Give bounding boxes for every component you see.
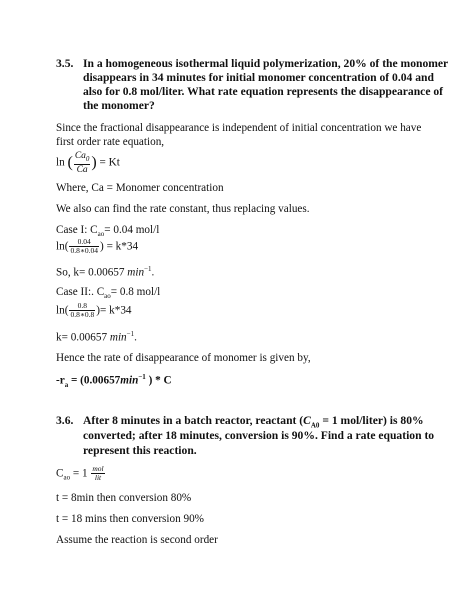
so-k-suffix: . [151,266,155,279]
rate-result [56,373,172,389]
result-prefix: -r [56,374,65,387]
p36-line1-post: = 1 mol/liter) is 80% [319,414,424,427]
eq1-right-paren: ) [91,153,97,171]
p36-line1-pre: After 8 minutes in a batch reactor, reactant ( [83,414,304,427]
equation-case-2 [56,302,132,320]
eq3-rhs: )= k*34 [96,304,132,317]
problem-3-6-line-1 [83,414,424,429]
where-definition: Where, Ca = Monomer concentration [56,182,224,194]
case-1-label: Case I: C [56,224,98,236]
assumption-text: Assume the reaction is second order [56,534,218,546]
so-k-unit: min [127,266,145,279]
cao-label: C [56,467,64,480]
eq1-denominator: Ca [76,164,88,175]
equation-case-1 [56,238,138,256]
k-prefix: k= 0.00657 [56,331,110,344]
cao-denominator: lit [94,473,102,483]
time-conversion-2: t = 18 mins then conversion 90% [56,513,204,525]
eq2-numerator: 0.04 [69,238,99,247]
k-exponent: −1 [126,330,135,338]
eq1-fraction [74,151,91,175]
eq1-left-paren: ( [67,153,73,171]
problem-3-5-line-3: also for 0.8 mol/liter. What rate equation represents the disappearance of [83,85,444,98]
cao-sub: ao [63,473,71,482]
eq1-rhs: = Kt [99,156,120,169]
result-sub: a [64,380,69,389]
eq3-denominator: 0.8∗0.8 [70,310,95,320]
eq3-numerator: 0.8 [69,302,95,311]
problem-3-5-line-1: In a homogeneous isothermal liquid polymerization, 20% of the monomer [83,57,449,70]
problem-3-5-number: 3.5. [56,57,74,70]
case-2-value: = 0.8 mol/l [110,286,161,298]
eq3-fraction [69,302,95,320]
so-k-value [56,265,154,280]
case-1 [56,224,159,238]
eq2-fraction [69,238,99,256]
case-2-label: Case II:. C [56,286,105,298]
eq2-denominator: 0.8∗0.04 [70,246,99,256]
so-k-prefix: So, k= 0.00657 [56,266,128,279]
problem-3-6-line-2: converted; after 18 minutes, conversion is 90%. Find a rate equation to [83,429,435,442]
case-1-sub: ao [97,230,105,239]
cao-value [56,465,106,483]
cao-numerator: mol [92,464,104,473]
problem-3-5-line-2: disappears in 34 minutes for initial monomer concentration of 0.04 and [83,71,434,84]
rate-equation-ln [56,151,120,175]
solution-intro-line-2: first order rate equation, [56,136,165,148]
time-conversion-1: t = 8min then conversion 80% [56,492,192,504]
eq1-numerator-sub: 0 [85,154,90,163]
problem-3-5-line-4: the monomer? [83,99,155,112]
case-1-value: = 0.04 mol/l [104,224,160,236]
case-2-sub: ao [104,292,111,301]
result-mid: = (0.00657 [68,374,121,387]
case-2 [56,286,160,300]
p36-symbol-sub: A0 [310,421,320,430]
result-suffix: ) * C [145,374,172,387]
so-k-exponent: −1 [144,265,152,273]
result-exponent: −1 [138,373,146,381]
problem-3-6-line-3: represent this reaction. [83,444,197,457]
p36-symbol: C [303,414,311,427]
eq1-ln: ln [56,156,65,169]
eq2-ln: ln( [56,240,69,253]
cao-fraction [91,465,104,483]
solution-intro-line-1: Since the fractional disappearance is independent of initial concentration we have [56,122,422,134]
k-value [56,330,137,345]
eq3-ln: ln( [56,304,69,317]
k-suffix: . [134,331,137,344]
hence-text: Hence the rate of disappearance of monomer is given by, [56,352,311,364]
eq1-numerator: Ca [74,151,86,161]
problem-3-6-number: 3.6. [56,414,74,427]
result-unit: min [120,374,139,387]
k-unit: min [109,331,127,344]
eq2-rhs: ) = k*34 [100,240,139,253]
cao-eq: = 1 [70,467,91,480]
also-text: We also can find the rate constant, thus replacing values. [56,203,310,215]
